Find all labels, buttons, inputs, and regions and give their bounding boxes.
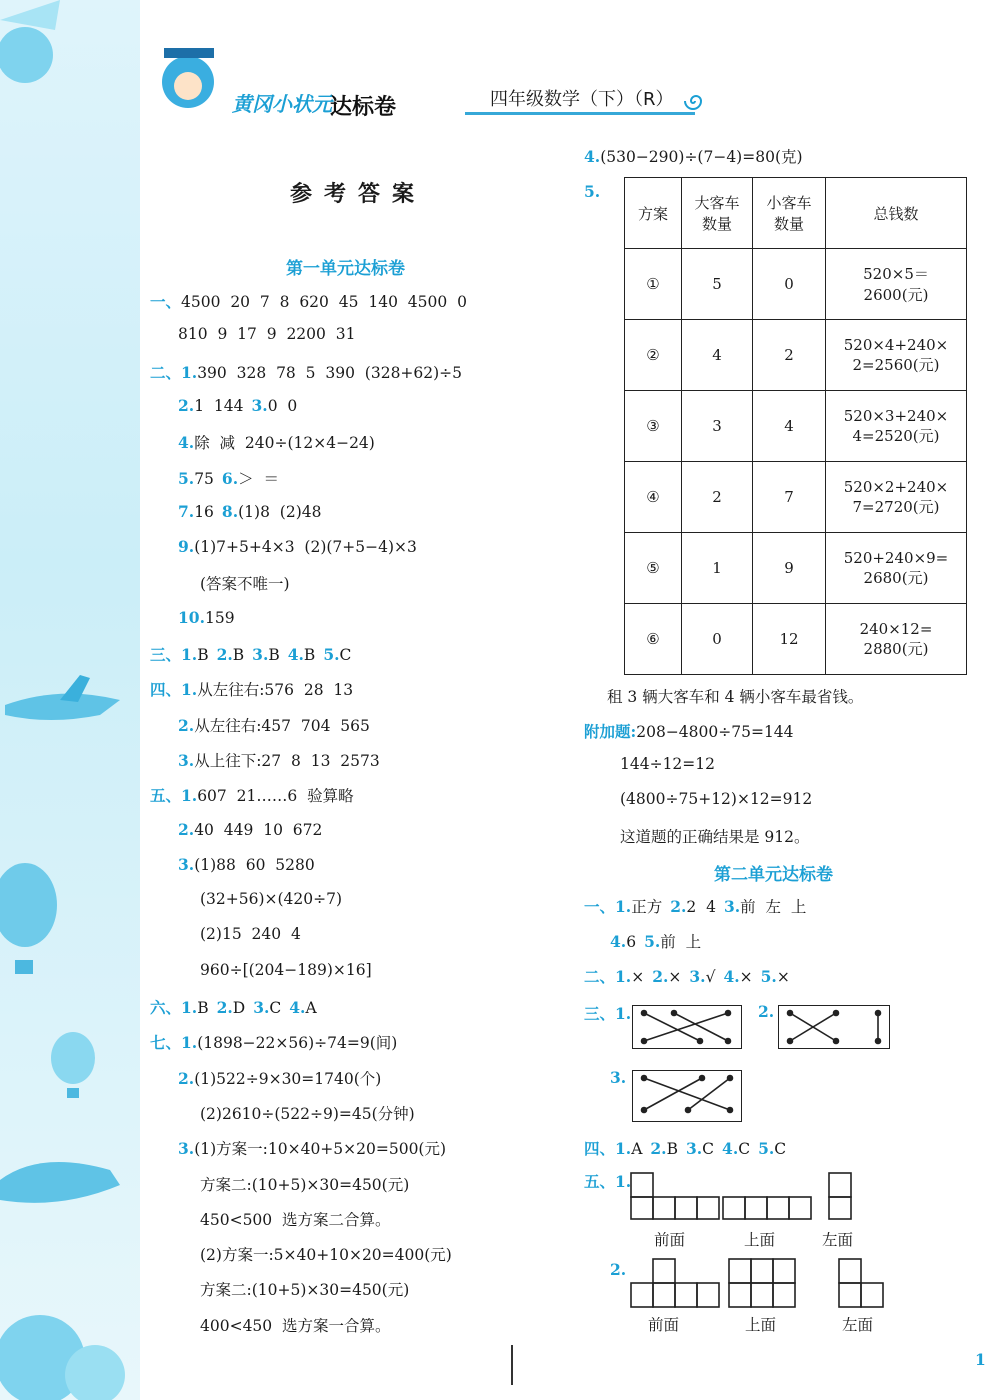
answer-line bbox=[178, 325, 355, 343]
tree-icon bbox=[0, 1300, 140, 1400]
answer-text: B bbox=[268, 646, 280, 664]
q5-number: 5. bbox=[584, 182, 601, 201]
unit2-title: 第二单元达标卷 bbox=[714, 865, 833, 885]
answer-text: 75 bbox=[194, 469, 214, 488]
answer-text: 前 上 bbox=[660, 933, 702, 951]
table-cell: 4 bbox=[753, 391, 826, 462]
answer-text: B bbox=[197, 999, 209, 1017]
table-row bbox=[625, 320, 967, 391]
answer-line bbox=[178, 467, 279, 489]
table-header-row bbox=[625, 178, 967, 249]
item-number: 4. bbox=[722, 1139, 739, 1158]
item-number: 一、1. bbox=[584, 897, 632, 916]
table-header-cell: 大客车 数量 bbox=[682, 178, 753, 249]
table-cell: 240×12= 2880(元) bbox=[826, 604, 967, 675]
answer-text: 除 减 240÷(12×4−24) bbox=[194, 434, 375, 453]
item-number: 4. bbox=[178, 433, 195, 453]
answer-text: B bbox=[232, 646, 245, 664]
item-number: 六、1. bbox=[150, 998, 198, 1017]
answer-text: √ bbox=[705, 968, 716, 986]
item-number: 2. bbox=[216, 998, 233, 1017]
subject-underline bbox=[465, 112, 695, 115]
answer-text: 从上往下:27 8 13 2573 bbox=[194, 751, 380, 770]
item-number: 5. bbox=[644, 932, 661, 951]
answer-text: 16 bbox=[194, 502, 214, 521]
answer-text: 2 4 bbox=[686, 898, 716, 916]
view-label: 左面 bbox=[842, 1316, 874, 1334]
table-cell: 2 bbox=[753, 320, 826, 391]
table-cell: 9 bbox=[753, 533, 826, 604]
answer-text: (1)88 60 5280 bbox=[194, 855, 315, 874]
item-number: 4. bbox=[287, 645, 304, 664]
item-number: 8. bbox=[221, 501, 239, 521]
page-number: 1 bbox=[975, 1350, 986, 1369]
item-number: 2. bbox=[178, 715, 195, 735]
item-number: 3. bbox=[178, 750, 195, 770]
answer-line bbox=[178, 1137, 446, 1159]
view-label: 前面 bbox=[648, 1316, 680, 1334]
table-cell: ③ bbox=[625, 391, 682, 462]
answer-text: (1)522÷9×30=1740(个) bbox=[194, 1069, 382, 1088]
answer-text: 400<450 选方案一合算。 bbox=[200, 1316, 391, 1335]
answer-text: × bbox=[668, 968, 682, 986]
item-number: 3. bbox=[689, 967, 706, 986]
table-cell: 520×5＝ 2600(元) bbox=[826, 249, 967, 320]
connect-lines-3 bbox=[632, 1070, 742, 1122]
answer-text: A bbox=[631, 1140, 643, 1158]
table-row bbox=[625, 249, 967, 320]
answer-line bbox=[178, 749, 380, 771]
item-number: 2. bbox=[652, 967, 669, 986]
table-header-cell: 小客车 数量 bbox=[753, 178, 826, 249]
answer-text: (答案不唯一) bbox=[200, 575, 290, 594]
answer-text: C bbox=[774, 1140, 787, 1158]
mascot-icon bbox=[150, 40, 230, 120]
item-number: 3. bbox=[252, 645, 269, 664]
extra-question: 附加题:208−4800÷75=144 bbox=[584, 722, 794, 741]
answer-text: (1898−22×56)÷74=9(间) bbox=[197, 1034, 398, 1053]
answer-text: 方案二:(10+5)×30=450(元) bbox=[200, 1281, 410, 1300]
table-cell: 1 bbox=[682, 533, 753, 604]
item-number: 3. bbox=[178, 854, 195, 874]
answer-line bbox=[150, 1031, 397, 1053]
answer-line bbox=[200, 1243, 452, 1265]
extra-line: 这道题的正确结果是 912。 bbox=[620, 828, 810, 846]
answer-line bbox=[178, 537, 417, 556]
view-front-1 bbox=[630, 1172, 720, 1222]
table-cell: ⑤ bbox=[625, 533, 682, 604]
table-cell: ② bbox=[625, 320, 682, 391]
answer-line bbox=[178, 608, 235, 627]
conclusion: 租 3 辆大客车和 4 辆小客车最省钱。 bbox=[607, 688, 864, 706]
answer-text: 从左往右:576 28 13 bbox=[197, 681, 354, 700]
answer-line bbox=[178, 820, 322, 839]
answer-text: B bbox=[197, 646, 209, 664]
brand-logo: 黄冈小状元 bbox=[232, 92, 332, 116]
s3-num-3: 3. bbox=[610, 1068, 627, 1087]
answer-text: ＞ ＝ bbox=[238, 469, 279, 488]
view-left-1 bbox=[828, 1172, 854, 1222]
answer-text: 0 0 bbox=[267, 396, 298, 415]
item-number: 四、1. bbox=[150, 680, 198, 700]
answer-line bbox=[178, 396, 297, 415]
answer-line bbox=[200, 925, 301, 943]
brand-suffix: 达标卷 bbox=[330, 95, 397, 120]
answer-line bbox=[200, 1102, 415, 1124]
answer-text: (1)7+5+4×3 (2)(7+5−4)×3 bbox=[194, 538, 417, 557]
item-number: 3. bbox=[251, 395, 268, 415]
table-cell: ⑥ bbox=[625, 604, 682, 675]
table-row bbox=[625, 533, 967, 604]
s5-num-1: 五、1. bbox=[584, 1172, 632, 1191]
answer-line bbox=[150, 361, 462, 383]
item-number: 3. bbox=[178, 1139, 195, 1159]
swirl-icon bbox=[678, 88, 708, 114]
answer-text: 390 328 78 5 390 (328+62)÷5 bbox=[197, 363, 463, 382]
item-number: 2. bbox=[178, 819, 195, 839]
view-label: 上面 bbox=[744, 1231, 776, 1249]
answer-line bbox=[200, 1208, 391, 1230]
page-title: 参考答案 bbox=[290, 181, 427, 207]
table-cell: 4 bbox=[682, 320, 753, 391]
table-cell: 3 bbox=[682, 391, 753, 462]
table-row bbox=[625, 462, 967, 533]
answer-text: 1 144 bbox=[194, 396, 244, 415]
answer-text: 40 449 10 672 bbox=[194, 820, 323, 839]
answer-text: (1)8 (2)48 bbox=[238, 502, 322, 521]
item-number: 七、1. bbox=[150, 1033, 198, 1053]
view-top-2 bbox=[728, 1258, 798, 1310]
answer-line bbox=[200, 1278, 409, 1300]
answer-line bbox=[150, 290, 467, 312]
answer-text: × bbox=[776, 968, 790, 986]
item-number: 3. bbox=[685, 1139, 703, 1158]
item-number: 3. bbox=[723, 897, 741, 916]
answer-text: (2)15 240 4 bbox=[200, 925, 301, 944]
answer-text: (1)方案一:10×40+5×20=500(元) bbox=[194, 1140, 447, 1159]
item-number: 2. bbox=[178, 1068, 195, 1088]
connect-lines-1 bbox=[632, 1005, 742, 1049]
answer-text: (2)方案一:5×40+10×20=400(元) bbox=[200, 1246, 452, 1265]
table-cell: 0 bbox=[753, 249, 826, 320]
table-cell: 2 bbox=[682, 462, 753, 533]
unit1-title: 第一单元达标卷 bbox=[286, 259, 405, 279]
item-number: 一、 bbox=[150, 292, 182, 311]
airplane-icon bbox=[0, 670, 140, 740]
item-number: 5. bbox=[323, 645, 340, 664]
answer-line bbox=[178, 431, 375, 453]
item-number: 5. bbox=[178, 468, 195, 488]
answer-line bbox=[150, 678, 353, 700]
table-header-cell: 方案 bbox=[625, 178, 682, 249]
answer-line bbox=[584, 965, 790, 987]
q4-line: 4.(530−290)÷(7−4)=80(克) bbox=[584, 147, 803, 166]
answer-line bbox=[584, 895, 806, 917]
answer-text: (2)2610÷(522÷9)=45(分钟) bbox=[200, 1104, 415, 1123]
small-balloon-icon bbox=[45, 1030, 105, 1100]
item-number: 五、1. bbox=[150, 786, 198, 806]
table-cell: 520+240×9= 2680(元) bbox=[826, 533, 967, 604]
answer-line bbox=[150, 996, 317, 1018]
item-number: 2. bbox=[670, 897, 687, 916]
item-number: 2. bbox=[650, 1139, 667, 1158]
connect-lines-2 bbox=[778, 1005, 890, 1049]
s3-num-1: 三、1. bbox=[584, 1004, 632, 1023]
answer-text: 方案二:(10+5)×30=450(元) bbox=[200, 1175, 410, 1194]
table-row bbox=[625, 391, 967, 462]
hot-air-balloon-icon bbox=[0, 860, 70, 990]
answer-text: × bbox=[739, 968, 753, 986]
plan-table bbox=[624, 177, 967, 675]
item-number: 10. bbox=[178, 607, 205, 627]
answer-line bbox=[200, 961, 372, 979]
answer-line bbox=[150, 784, 354, 806]
answer-text: C bbox=[702, 1140, 715, 1158]
answer-text: 从左往右:457 704 565 bbox=[194, 716, 370, 735]
extra-line: 144÷12=12 bbox=[620, 755, 716, 773]
plane-cartoon-icon bbox=[0, 1130, 140, 1220]
s3-num-2: 2. bbox=[758, 1002, 775, 1021]
extra-line: (4800÷75+12)×12=912 bbox=[620, 790, 813, 808]
answer-line bbox=[610, 930, 701, 952]
answer-text: 6 bbox=[626, 933, 637, 951]
answer-text: 960÷[(204−189)×16] bbox=[200, 960, 372, 979]
answer-line bbox=[178, 502, 321, 521]
subject-title: 四年级数学（下）（R） bbox=[490, 89, 674, 110]
answer-text: 4500 20 7 8 620 45 140 4500 0 bbox=[181, 293, 467, 311]
table-cell: 5 bbox=[682, 249, 753, 320]
item-number: 5. bbox=[758, 1139, 775, 1158]
item-number: 4. bbox=[610, 932, 627, 951]
item-number: 三、1. bbox=[150, 645, 198, 664]
item-number: 二、1. bbox=[150, 362, 198, 382]
answer-text: 正方 bbox=[631, 898, 663, 916]
item-number: 5. bbox=[760, 967, 777, 986]
answer-line bbox=[200, 890, 342, 908]
answer-text: 450<500 选方案二合算。 bbox=[200, 1210, 391, 1229]
item-number: 2. bbox=[178, 395, 195, 415]
column-divider bbox=[511, 1345, 513, 1385]
table-row bbox=[625, 604, 967, 675]
answer-text: C bbox=[738, 1140, 751, 1158]
answer-line bbox=[200, 1173, 409, 1195]
view-label: 上面 bbox=[745, 1316, 777, 1334]
answer-line bbox=[200, 572, 290, 594]
answer-line bbox=[584, 1137, 786, 1159]
item-number: 4. bbox=[289, 998, 306, 1017]
item-number: 3. bbox=[253, 998, 270, 1017]
table-cell: 0 bbox=[682, 604, 753, 675]
answer-text: 前 左 上 bbox=[740, 898, 807, 916]
s5-num-2: 2. bbox=[610, 1260, 627, 1279]
table-cell: ④ bbox=[625, 462, 682, 533]
answer-text: D bbox=[232, 999, 246, 1017]
item-number: 6. bbox=[221, 468, 239, 488]
table-cell: 12 bbox=[753, 604, 826, 675]
view-left-2 bbox=[838, 1258, 888, 1310]
view-front-2 bbox=[630, 1258, 720, 1310]
item-number: 7. bbox=[178, 501, 195, 521]
answer-text: A bbox=[305, 999, 317, 1017]
item-number: 9. bbox=[178, 537, 195, 557]
answer-line bbox=[150, 643, 351, 665]
item-number: 二、1. bbox=[584, 967, 632, 986]
view-top-1 bbox=[722, 1196, 812, 1222]
answer-line bbox=[178, 855, 315, 874]
table-header-cell: 总钱数 bbox=[826, 178, 967, 249]
sun-icon bbox=[0, 0, 140, 120]
item-number: 四、1. bbox=[584, 1139, 632, 1158]
answer-line bbox=[200, 1314, 391, 1336]
answer-line bbox=[178, 1067, 381, 1089]
table-cell: 520×2+240× 7=2720(元) bbox=[826, 462, 967, 533]
answer-text: 810 9 17 9 2200 31 bbox=[178, 325, 356, 344]
answer-text: 159 bbox=[204, 608, 235, 627]
item-number: 2. bbox=[216, 645, 233, 664]
table-cell: 520×3+240× 4=2520(元) bbox=[826, 391, 967, 462]
answer-text: × bbox=[631, 968, 645, 986]
view-label: 前面 bbox=[654, 1231, 686, 1249]
answer-text: C bbox=[339, 646, 352, 664]
answer-text: B bbox=[303, 646, 316, 664]
table-cell: ① bbox=[625, 249, 682, 320]
table-cell: 7 bbox=[753, 462, 826, 533]
answer-text: (32+56)×(420÷7) bbox=[200, 890, 343, 909]
answer-text: 607 21……6 验算略 bbox=[197, 787, 354, 806]
answer-line bbox=[178, 714, 370, 736]
item-number: 4. bbox=[723, 967, 740, 986]
view-label: 左面 bbox=[822, 1231, 854, 1249]
table-cell: 520×4+240× 2=2560(元) bbox=[826, 320, 967, 391]
answer-text: C bbox=[269, 999, 282, 1017]
answer-text: B bbox=[666, 1140, 678, 1158]
